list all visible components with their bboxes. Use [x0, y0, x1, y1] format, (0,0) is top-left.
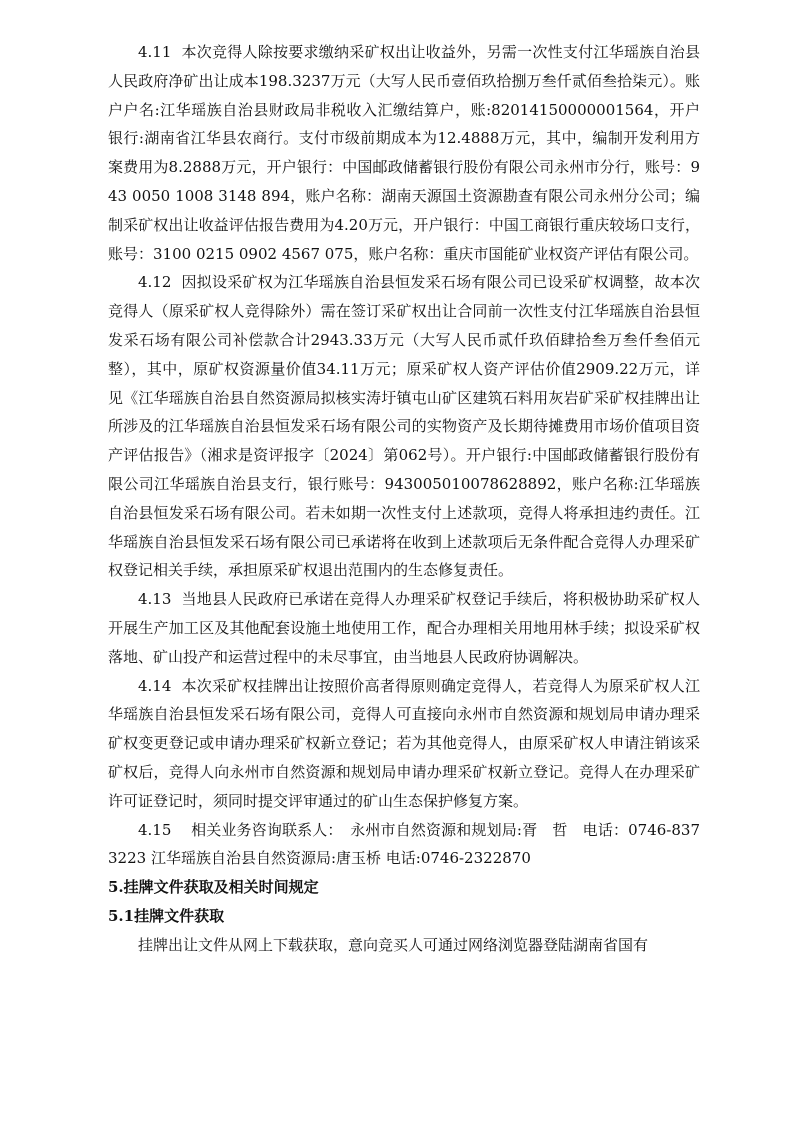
clause-text: 本次采矿权挂牌出让按照价高者得原则确定竞得人，若竞得人为原采矿权人江华瑶族自治县恒发采石场有限公司，竞得人可直接向永州市自然资源和规划局申请办理采矿权变更登记或申请办理采矿权新立登记；若为其他竞得人，由原采矿权人申请注销该采矿权后，竞得人向永州市自然资源和规划局申请办理采矿权新立登记。竞得人在办理采矿许可证登记时，须同时提交评审通过的矿山生态保护修复方案。 [108, 676, 700, 810]
clause-number: 4.11 [138, 43, 172, 61]
section-heading-5: 5.挂牌文件获取及相关时间规定 [108, 878, 319, 897]
section-heading-5-1: 5.1挂牌文件获取 [108, 906, 225, 925]
clause-4-15 [108, 816, 700, 874]
clause-text: 因拟设采矿权为江华瑶族自治县恒发采石场有限公司已设采矿权调整，故本次竞得人（原采矿权人竞得除外）需在签订采矿权出让合同前一次性支付江华瑶族自治县恒发采石场有限公司补偿款合计2943.33万元（大写人民币贰仟玖佰肆拾叁万叁仟叁佰元整），其中，原矿权资源量价值34.11万元；原采矿权人资产评估价值2909.22万元，详见《江华瑶族自治县自然资源局拟核实涛圩镇屯山矿区建筑石料用灰岩矿采矿权挂牌出让所涉及的江华瑶族自治县恒发采石场有限公司的实物资产及长期待摊费用市场价值项目资产评估报告》（湘求是资评报字〔2024〕第062号）。开户银行:中国邮政储蓄银行股份有限公司江华瑶族自治县支行，银行账号：943005010078628892，账户名称:江华瑶族自治县恒发采石场有限公司。若未如期一次性支付上述款项，竞得人将承担违约责任。江华瑶族自治县恒发采石场有限公司已承诺将在收到上述款项后无条件配合竞得人办理采矿权登记相关手续，承担原采矿权退出范围内的生态修复责任。 [108, 273, 700, 580]
clause-4-13 [108, 585, 700, 671]
document-page [108, 38, 700, 960]
clause-number: 4.12 [138, 273, 172, 292]
clause-4-12 [108, 268, 700, 585]
final-paragraph: 挂牌出让文件从网上下载获取，意向竞买人可通过网络浏览器登陆湖南省国有 [138, 935, 649, 954]
clause-text: 当地县人民政府已承诺在竞得人办理采矿权登记手续后，将积极协助采矿权人开展生产加工区及其他配套设施土地使用工作，配合办理相关用地用林手续；拟设采矿权落地、矿山投产和运营过程中的未尽事宜，由当地县人民政府协调解决。 [108, 590, 700, 666]
clause-text: 相关业务咨询联系人： 永州市自然资源和规划局:胥 哲 电话：0746-8373223 江华瑶族自治县自然资源局:唐玉桥 电话:0746-2322870 [108, 820, 700, 868]
clause-number: 4.15 [138, 820, 172, 839]
clause-text: 本次竞得人除按要求缴纳采矿权出让收益外，另需一次性支付江华瑶族自治县人民政府净矿出让成本198.3237万元（大写人民币壹佰玖拾捌万叁仟贰佰叁拾柒元）。账户户名:江华瑶族自治县财政局非税收入汇缴结算户，账:82014150000001564，开户银行:湖南省江华县农商行。支付市级前期成本为12.4888万元，其中，编制开发利用方案费用为8.2888万元，开户银行：中国邮政储蓄银行股份有限公司永州市分行，账号：943 0050 1008 3148 894，账户名称：湖南天源国土资源勘查有限公司永州分公司；编制采矿权出让收益评估报告费用为4.20万元，开户银行：中国工商银行重庆较场口支行，账号：3100 0215 0902 4567 075，账户名称：重庆市国能矿业权资产评估有限公司。 [108, 43, 700, 263]
clause-number: 4.13 [138, 590, 172, 609]
clause-4-14 [108, 672, 700, 816]
clause-number: 4.14 [138, 676, 172, 695]
clause-4-11 [108, 38, 700, 268]
